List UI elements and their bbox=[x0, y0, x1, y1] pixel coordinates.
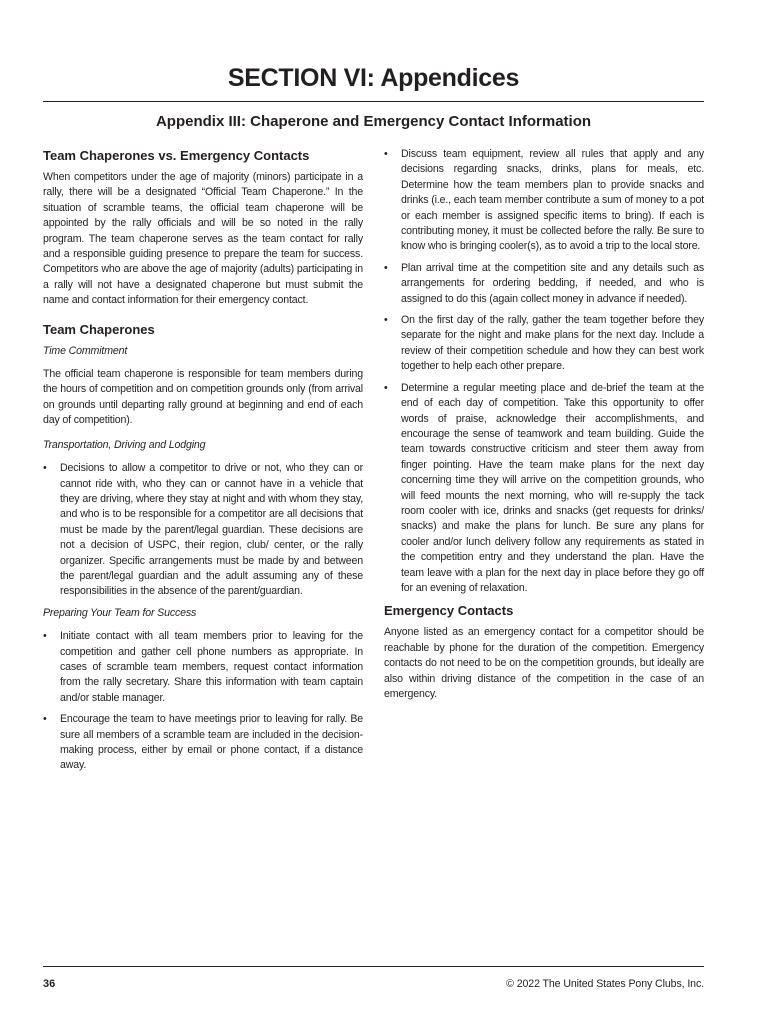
team-chaperones-vs-emergency-heading: Team Chaperones vs. Emergency Contacts bbox=[43, 148, 310, 163]
list-item bbox=[43, 461, 363, 600]
preparing-team-label: Preparing Your Team for Success bbox=[43, 606, 197, 619]
list-item-text: Plan arrival time at the competition site and any details such as arrangements for ordering bedding, if needed, and who is assigned to do this (again collect money in advance if needed). bbox=[401, 261, 704, 305]
list-item bbox=[384, 313, 704, 375]
list-item-text: Initiate contact with all team members prior to leaving for the competition and gather cell phone numbers as appropriate. In cases of scramble team members, request contact information from the rally secretary. Share this information with team captain and/or stable manager. bbox=[60, 630, 363, 704]
page-number: 36 bbox=[43, 978, 56, 990]
bullet-icon: • bbox=[43, 713, 47, 726]
time-commitment-label: Time Commitment bbox=[43, 344, 128, 357]
list-item-text: Decisions to allow a competitor to drive or not, who they can or cannot ride with, who they can or cannot have in a vehicle that they are driving, where they stay at night and with whom they stay, and who is to be responsible for a competitor are all decisions that must be made by the parent/legal guardian. These decisions are not a decision of USPC, their region, club/ center, or the rally organizer. Specific arrangements must be made by and between the parent/legal guardian and the adult assuming any of these responsibilities in the absence of the parent/guardian. bbox=[60, 462, 363, 598]
team-chaperones-vs-emergency-paragraph: When competitors under the age of majority (minors) participate in a rally, there will be a designated “Official Team Chaperone.” In the situation of scramble teams, the official team chaperone will be appointed by the rally officials and will be so noted in the rally program. The team chaperone serves as the team contact for rally and a responsible guiding presence to prepare the team for success. Competitors who are above the age of majority (adults) participating in a rally will not have a designated chaperone but must submit the name and contact information for their emergency contact. bbox=[43, 171, 363, 307]
emergency-contacts-heading: Emergency Contacts bbox=[384, 603, 514, 619]
transportation-label: Transportation, Driving and Lodging bbox=[43, 438, 206, 451]
emergency-contacts-paragraph: Anyone listed as an emergency contact for a competitor should be reachable by phone for the duration of the competition. Emergency contacts do not need to be on the competition grounds, but ideally are also within driving distance of the competition in the case of an emergency. bbox=[384, 626, 704, 700]
bullet-icon: • bbox=[43, 630, 47, 643]
bullet-icon: • bbox=[384, 148, 388, 160]
bullet-icon: • bbox=[384, 261, 388, 274]
bullet-icon: • bbox=[384, 381, 388, 394]
list-item bbox=[384, 147, 704, 255]
bullet-icon: • bbox=[43, 462, 47, 475]
copyright-notice: © 2022 The United States Pony Clubs, Inc. bbox=[506, 978, 704, 990]
title-divider bbox=[43, 101, 704, 102]
list-item bbox=[43, 712, 363, 774]
list-item-text: Discuss team equipment, review all rules that apply and any decisions regarding snacks, drinks, plans for meals, etc. Determine how the team members plan to provide snacks and drinks (i.e., each team member contribute a sum of money to a pot or each member is assigned specific items to bring). If each is contributing money, it must be collected before the rally. Be sure to know who is bringing cooler(s), as to avoid a trip to the local store. bbox=[401, 148, 704, 253]
right-column bbox=[384, 147, 704, 709]
appendix-title: Appendix III: Chaperone and Emergency Contact Information bbox=[155, 113, 592, 130]
list-item bbox=[43, 629, 363, 706]
transportation-list bbox=[43, 461, 363, 600]
list-item bbox=[384, 261, 704, 307]
left-column bbox=[43, 147, 363, 780]
footer-divider bbox=[43, 966, 704, 967]
list-item-text: On the first day of the rally, gather the team together before they separate for the night and make plans for the next day. Include a review of their competition schedule and how they can best work together to help each other prepare. bbox=[401, 314, 704, 373]
list-item-text: Encourage the team to have meetings prior to leaving for rally. Be sure all members of a scramble team are included in the decision-making process, either by email or phone contact, if a distance away. bbox=[60, 713, 363, 772]
bullet-icon: • bbox=[384, 314, 388, 327]
chaperone-tasks-list bbox=[384, 147, 704, 596]
preparing-team-list bbox=[43, 629, 363, 774]
time-commitment-paragraph: The official team chaperone is responsible for team members during the hours of competition and on competition grounds only (from arrival on grounds until departing rally ground at beginning and end of each day of competition). bbox=[43, 368, 363, 427]
page-title: SECTION VI: Appendices bbox=[227, 64, 520, 92]
list-item bbox=[384, 381, 704, 597]
list-item-text: Determine a regular meeting place and de-brief the team at the end of each day of competition. Take this opportunity to offer words of praise, acknowledge their accomplishments, and encourage the sense of teamwork and team building. Guide the team towards constructive criticism and steer them away from finger pointing. Have the team make plans for the next day concerning time they will arrive on the competition grounds, who will feed mounts the next morning, who will re-supply the tack room cooler with ice, drinks and snacks (get requests for drinks/ snacks) and make the plans for lunch. Be sure any plans for cooler and/or lunch delivery follow any requirements as stated in the competition entry and they understand the plan. Have the team leave with a plan for the next day in place before they go off for an evening of relaxation. bbox=[401, 381, 704, 594]
team-chaperones-heading: Team Chaperones bbox=[43, 321, 155, 337]
